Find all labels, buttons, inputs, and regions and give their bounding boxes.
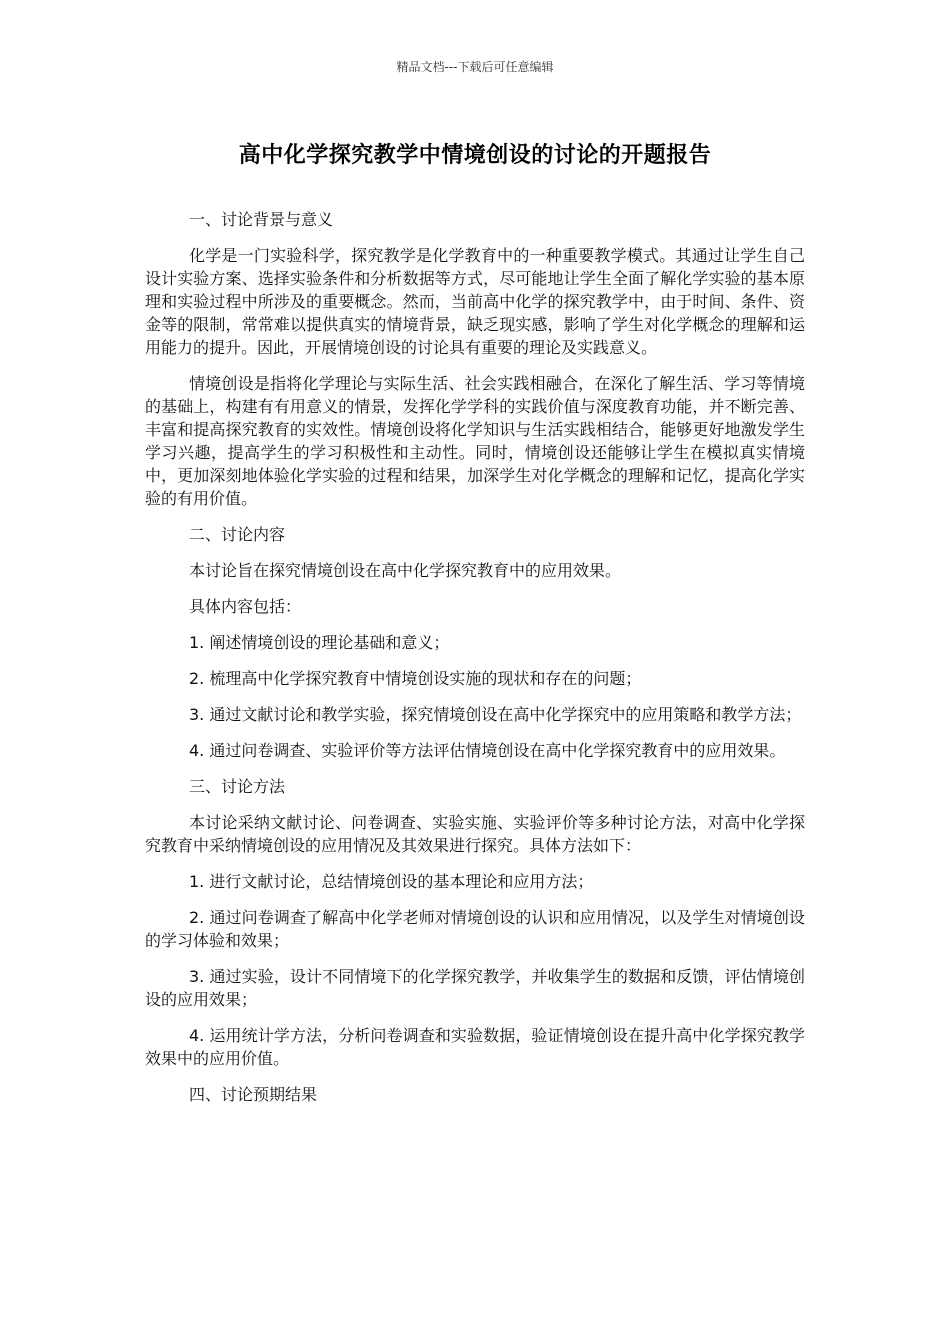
list-item-method-3: 3. 通过实验，设计不同情境下的化学探究教学，并收集学生的数据和反馈，评估情境创设的应用效果；	[145, 967, 805, 1009]
list-item-method-4: 4. 运用统计学方法，分析问卷调查和实验数据，验证情境创设在提升高中化学探究教学效果中的应用价值。	[145, 1026, 805, 1068]
paragraph-method-intro: 本讨论采纳文献讨论、问卷调查、实验实施、实验评价等多种讨论方法，对高中化学探究教育中采纳情境创设的应用情况及其效果进行探究。具体方法如下：	[145, 813, 805, 855]
list-item-content-1: 1. 阐述情境创设的理论基础和意义；	[189, 633, 450, 652]
section-heading-content: 二、讨论内容	[189, 525, 286, 544]
list-item-content-3: 3. 通过文献讨论和教学实验，探究情境创设在高中化学探究中的应用策略和教学方法；	[189, 705, 802, 724]
paragraph-content-intro: 具体内容包括：	[189, 597, 302, 616]
section-heading-method: 三、讨论方法	[189, 777, 286, 796]
paragraph-content-aim: 本讨论旨在探究情境创设在高中化学探究教育中的应用效果。	[189, 561, 622, 580]
list-item-content-2: 2. 梳理高中化学探究教育中情境创设实施的现状和存在的问题；	[189, 669, 642, 688]
paragraph-background-2: 情境创设是指将化学理论与实际生活、社会实践相融合，在深化了解生活、学习等情境的基础上，构建有有用意义的情景，发挥化学学科的实践价值与深度教育功能，并不断完善、丰富和提高探究教育的实效性。情境创设将化学知识与生活实践相结合，能够更好地激发学生学习兴趣，提高学生的学习积极性和主动性。同时，情境创设还能够让学生在模拟真实情境中，更加深刻地体验化学实验的过程和结果，加深学生对化学概念的理解和记忆，提高化学实验的有用价值。	[145, 374, 805, 508]
document-title: 高中化学探究教学中情境创设的讨论的开题报告	[238, 143, 712, 168]
section-heading-background: 一、讨论背景与意义	[189, 210, 334, 229]
list-item-content-4: 4. 通过问卷调查、实验评价等方法评估情境创设在高中化学探究教育中的应用效果。	[189, 741, 786, 760]
header-note: 精品文档---下载后可任意编辑	[396, 60, 554, 74]
document-body	[145, 208, 805, 1119]
list-item-method-1: 1. 进行文献讨论，总结情境创设的基本理论和应用方法；	[189, 872, 594, 891]
section-heading-expected-results: 四、讨论预期结果	[189, 1085, 318, 1104]
list-item-method-2: 2. 通过问卷调查了解高中化学老师对情境创设的认识和应用情况，以及学生对情境创设的学习体验和效果；	[145, 908, 805, 950]
paragraph-background-1: 化学是一门实验科学，探究教学是化学教育中的一种重要教学模式。其通过让学生自己设计实验方案、选择实验条件和分析数据等方式，尽可能地让学生全面了解化学实验的基本原理和实验过程中所涉及的重要概念。然而，当前高中化学的探究教学中，由于时间、条件、资金等的限制，常常难以提供真实的情境背景，缺乏现实感，影响了学生对化学概念的理解和运用能力的提升。因此，开展情境创设的讨论具有重要的理论及实践意义。	[145, 246, 805, 357]
